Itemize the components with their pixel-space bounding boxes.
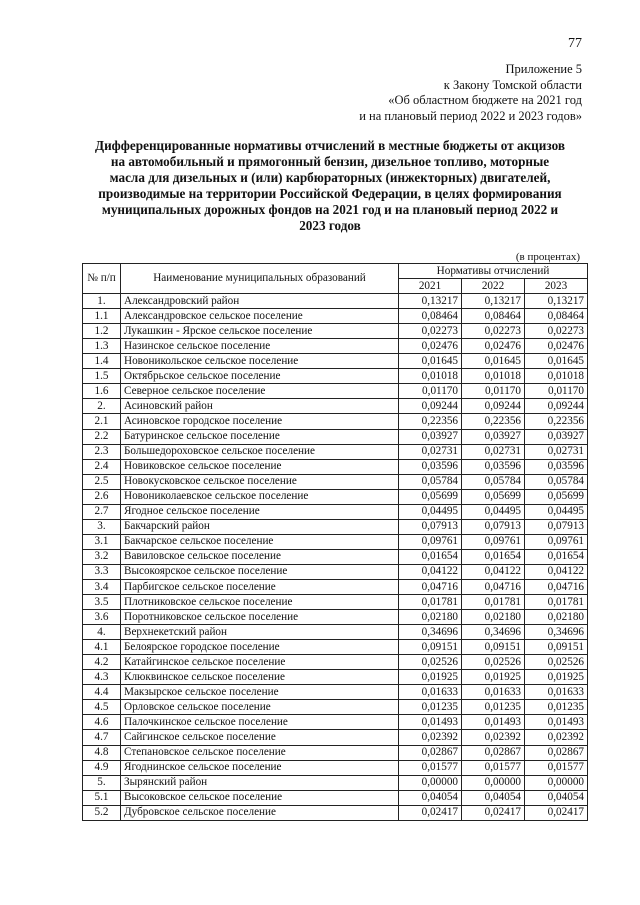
row-number: 1.4 <box>83 354 121 369</box>
value-2022: 0,02476 <box>462 339 525 354</box>
row-number: 3.6 <box>83 610 121 625</box>
value-2023: 0,01925 <box>525 670 588 685</box>
table-row <box>83 369 588 384</box>
value-2021: 0,02417 <box>399 805 462 820</box>
value-2022: 0,34696 <box>462 625 525 640</box>
value-2023: 0,01493 <box>525 715 588 730</box>
table-row <box>83 429 588 444</box>
municipality-name: Северное сельское поселение <box>121 384 399 399</box>
municipality-name: Ягодное сельское поселение <box>121 504 399 519</box>
value-2022: 0,01925 <box>462 670 525 685</box>
table-row <box>83 444 588 459</box>
municipality-name: Дубровское сельское поселение <box>121 805 399 820</box>
value-2023: 0,09244 <box>525 399 588 414</box>
row-number: 3.2 <box>83 549 121 564</box>
value-2023: 0,13217 <box>525 294 588 309</box>
value-2022: 0,13217 <box>462 294 525 309</box>
municipality-name: Белоярское городское поселение <box>121 640 399 655</box>
value-2021: 0,00000 <box>399 775 462 790</box>
value-2021: 0,08464 <box>399 309 462 324</box>
value-2022: 0,00000 <box>462 775 525 790</box>
municipality-name: Высокоярское сельское поселение <box>121 564 399 579</box>
value-2021: 0,04054 <box>399 790 462 805</box>
value-2021: 0,01781 <box>399 595 462 610</box>
municipality-name: Большедороховское сельское поселение <box>121 444 399 459</box>
municipality-name: Батуринское сельское поселение <box>121 429 399 444</box>
value-2023: 0,05784 <box>525 474 588 489</box>
table-row <box>83 670 588 685</box>
appendix-line: Приложение 5 <box>505 62 582 76</box>
value-2022: 0,22356 <box>462 414 525 429</box>
title-line: 2023 годов <box>299 218 361 233</box>
value-2021: 0,05784 <box>399 474 462 489</box>
value-2021: 0,02731 <box>399 444 462 459</box>
municipality-name: Новокусковское сельское поселение <box>121 474 399 489</box>
municipality-name: Катайгинское сельское поселение <box>121 655 399 670</box>
value-2023: 0,00000 <box>525 775 588 790</box>
table-row <box>83 805 588 820</box>
municipality-name: Бакчарский район <box>121 519 399 534</box>
value-2021: 0,02867 <box>399 745 462 760</box>
table-row <box>83 579 588 594</box>
table-row <box>83 354 588 369</box>
title-line: на автомобильный и прямогонный бензин, дизельное топливо, моторные <box>110 154 550 169</box>
row-number: 2. <box>83 399 121 414</box>
value-2021: 0,01170 <box>399 384 462 399</box>
header-num: № п/п <box>83 264 121 294</box>
row-number: 5.1 <box>83 790 121 805</box>
municipality-name: Клюквинское сельское поселение <box>121 670 399 685</box>
row-number: 4.1 <box>83 640 121 655</box>
value-2023: 0,02867 <box>525 745 588 760</box>
value-2022: 0,04716 <box>462 579 525 594</box>
value-2022: 0,02273 <box>462 324 525 339</box>
value-2022: 0,05699 <box>462 489 525 504</box>
table-row <box>83 504 588 519</box>
row-number: 3.5 <box>83 595 121 610</box>
value-2021: 0,03596 <box>399 459 462 474</box>
title-line: муниципальных дорожных фондов на 2021 год и на плановый период 2022 и <box>101 202 559 217</box>
value-2021: 0,01925 <box>399 670 462 685</box>
value-2021: 0,02476 <box>399 339 462 354</box>
municipality-name: Октябрьское сельское поселение <box>121 369 399 384</box>
row-number: 4.7 <box>83 730 121 745</box>
municipality-name: Сайгинское сельское поселение <box>121 730 399 745</box>
value-2021: 0,09151 <box>399 640 462 655</box>
value-2023: 0,04054 <box>525 790 588 805</box>
value-2022: 0,05784 <box>462 474 525 489</box>
title-line: масла для дизельных и (или) карбюраторных (инжекторных) двигателей, <box>109 170 551 185</box>
value-2022: 0,02180 <box>462 610 525 625</box>
value-2022: 0,01633 <box>462 685 525 700</box>
value-2023: 0,01018 <box>525 369 588 384</box>
page-number: 77 <box>568 36 582 51</box>
row-number: 2.5 <box>83 474 121 489</box>
value-2023: 0,01577 <box>525 760 588 775</box>
header-name: Наименование муниципальных образований <box>121 264 399 294</box>
value-2023: 0,02273 <box>525 324 588 339</box>
value-2022: 0,02731 <box>462 444 525 459</box>
table-row <box>83 294 588 309</box>
table-row <box>83 595 588 610</box>
municipality-name: Верхнекетский район <box>121 625 399 640</box>
row-number: 3.4 <box>83 579 121 594</box>
value-2023: 0,01645 <box>525 354 588 369</box>
table-row <box>83 309 588 324</box>
table-row <box>83 790 588 805</box>
value-2023: 0,01654 <box>525 549 588 564</box>
value-2023: 0,07913 <box>525 519 588 534</box>
municipality-name: Новиковское сельское поселение <box>121 459 399 474</box>
row-number: 2.4 <box>83 459 121 474</box>
value-2021: 0,01018 <box>399 369 462 384</box>
value-2023: 0,01633 <box>525 685 588 700</box>
row-number: 5. <box>83 775 121 790</box>
table-row <box>83 474 588 489</box>
header-group: Нормативы отчислений <box>399 264 588 279</box>
value-2023: 0,02476 <box>525 339 588 354</box>
value-2022: 0,07913 <box>462 519 525 534</box>
value-2022: 0,01018 <box>462 369 525 384</box>
value-2023: 0,04122 <box>525 564 588 579</box>
municipality-name: Зырянский район <box>121 775 399 790</box>
row-number: 1.5 <box>83 369 121 384</box>
value-2022: 0,01493 <box>462 715 525 730</box>
table-row <box>83 459 588 474</box>
table-row <box>83 324 588 339</box>
value-2021: 0,01577 <box>399 760 462 775</box>
table-row <box>83 339 588 354</box>
appendix-line: к Закону Томской области <box>443 77 582 92</box>
table-row <box>83 414 588 429</box>
value-2021: 0,05699 <box>399 489 462 504</box>
table-row <box>83 775 588 790</box>
table-row <box>83 625 588 640</box>
municipality-name: Парбигское сельское поселение <box>121 579 399 594</box>
municipality-name: Асиновское городское поселение <box>121 414 399 429</box>
value-2023: 0,22356 <box>525 414 588 429</box>
row-number: 4.5 <box>83 700 121 715</box>
table-row <box>83 489 588 504</box>
value-2023: 0,01781 <box>525 595 588 610</box>
table-row <box>83 715 588 730</box>
value-2021: 0,03927 <box>399 429 462 444</box>
value-2022: 0,01781 <box>462 595 525 610</box>
value-2021: 0,04495 <box>399 504 462 519</box>
value-2021: 0,04122 <box>399 564 462 579</box>
value-2023: 0,09761 <box>525 534 588 549</box>
value-2022: 0,04495 <box>462 504 525 519</box>
municipality-name: Александровское сельское поселение <box>121 309 399 324</box>
value-2022: 0,09151 <box>462 640 525 655</box>
row-number: 4.3 <box>83 670 121 685</box>
value-2023: 0,04716 <box>525 579 588 594</box>
value-2023: 0,09151 <box>525 640 588 655</box>
municipality-name: Степановское сельское поселение <box>121 745 399 760</box>
header-year-2023: 2023 <box>525 279 588 294</box>
table-body <box>83 294 588 821</box>
value-2022: 0,02417 <box>462 805 525 820</box>
units-note: (в процентах) <box>515 251 580 263</box>
row-number: 4.9 <box>83 760 121 775</box>
value-2022: 0,01235 <box>462 700 525 715</box>
document-title <box>70 138 590 234</box>
municipality-name: Назинское сельское поселение <box>121 339 399 354</box>
value-2023: 0,03927 <box>525 429 588 444</box>
value-2021: 0,02273 <box>399 324 462 339</box>
value-2022: 0,09761 <box>462 534 525 549</box>
value-2021: 0,02526 <box>399 655 462 670</box>
value-2022: 0,03927 <box>462 429 525 444</box>
value-2021: 0,22356 <box>399 414 462 429</box>
value-2022: 0,01654 <box>462 549 525 564</box>
row-number: 1.6 <box>83 384 121 399</box>
value-2021: 0,01633 <box>399 685 462 700</box>
row-number: 2.2 <box>83 429 121 444</box>
value-2021: 0,07913 <box>399 519 462 534</box>
value-2022: 0,02867 <box>462 745 525 760</box>
table-row <box>83 745 588 760</box>
value-2021: 0,34696 <box>399 625 462 640</box>
value-2021: 0,09244 <box>399 399 462 414</box>
value-2023: 0,01170 <box>525 384 588 399</box>
value-2023: 0,01235 <box>525 700 588 715</box>
table-row <box>83 730 588 745</box>
municipality-name: Лукашкин - Ярское сельское поселение <box>121 324 399 339</box>
municipality-name: Орловское сельское поселение <box>121 700 399 715</box>
table-row <box>83 610 588 625</box>
norms-table <box>82 263 588 821</box>
municipality-name: Асиновский район <box>121 399 399 414</box>
row-number: 2.7 <box>83 504 121 519</box>
value-2022: 0,01170 <box>462 384 525 399</box>
appendix-header <box>359 62 582 124</box>
header-year-2021: 2021 <box>399 279 462 294</box>
value-2023: 0,02526 <box>525 655 588 670</box>
value-2022: 0,03596 <box>462 459 525 474</box>
value-2021: 0,01654 <box>399 549 462 564</box>
value-2021: 0,13217 <box>399 294 462 309</box>
municipality-name: Александровский район <box>121 294 399 309</box>
value-2021: 0,01645 <box>399 354 462 369</box>
value-2023: 0,02392 <box>525 730 588 745</box>
table-row <box>83 519 588 534</box>
row-number: 1.2 <box>83 324 121 339</box>
municipality-name: Палочкинское сельское поселение <box>121 715 399 730</box>
row-number: 1.1 <box>83 309 121 324</box>
municipality-name: Ягоднинское сельское поселение <box>121 760 399 775</box>
value-2023: 0,04495 <box>525 504 588 519</box>
value-2022: 0,09244 <box>462 399 525 414</box>
value-2022: 0,02392 <box>462 730 525 745</box>
row-number: 2.6 <box>83 489 121 504</box>
row-number: 3.3 <box>83 564 121 579</box>
value-2022: 0,02526 <box>462 655 525 670</box>
value-2023: 0,08464 <box>525 309 588 324</box>
value-2023: 0,34696 <box>525 625 588 640</box>
row-number: 4.4 <box>83 685 121 700</box>
table-row <box>83 700 588 715</box>
value-2021: 0,02180 <box>399 610 462 625</box>
value-2023: 0,02417 <box>525 805 588 820</box>
row-number: 1.3 <box>83 339 121 354</box>
row-number: 4.2 <box>83 655 121 670</box>
title-line: Дифференцированные нормативы отчислений в местные бюджеты от акцизов <box>95 138 565 153</box>
municipality-name: Бакчарское сельское поселение <box>121 534 399 549</box>
title-line: производимые на территории Российской Федерации, в целях формирования <box>98 186 562 201</box>
value-2023: 0,02180 <box>525 610 588 625</box>
municipality-name: Новониколаевское сельское поселение <box>121 489 399 504</box>
row-number: 4.6 <box>83 715 121 730</box>
municipality-name: Плотниковское сельское поселение <box>121 595 399 610</box>
municipality-name: Макзырское сельское поселение <box>121 685 399 700</box>
row-number: 4. <box>83 625 121 640</box>
table-row <box>83 640 588 655</box>
value-2022: 0,08464 <box>462 309 525 324</box>
header-year-2022: 2022 <box>462 279 525 294</box>
row-number: 3.1 <box>83 534 121 549</box>
appendix-line: «Об областном бюджете на 2021 год <box>388 93 582 107</box>
row-number: 5.2 <box>83 805 121 820</box>
value-2023: 0,02731 <box>525 444 588 459</box>
table-row <box>83 760 588 775</box>
value-2022: 0,04054 <box>462 790 525 805</box>
row-number: 2.1 <box>83 414 121 429</box>
value-2023: 0,05699 <box>525 489 588 504</box>
value-2023: 0,03596 <box>525 459 588 474</box>
value-2021: 0,02392 <box>399 730 462 745</box>
appendix-line: и на плановый период 2022 и 2023 годов» <box>359 108 582 123</box>
value-2021: 0,01235 <box>399 700 462 715</box>
value-2022: 0,01645 <box>462 354 525 369</box>
table-row <box>83 399 588 414</box>
table-row <box>83 685 588 700</box>
municipality-name: Поротниковское сельское поселение <box>121 610 399 625</box>
table-row <box>83 655 588 670</box>
municipality-name: Высоковское сельское поселение <box>121 790 399 805</box>
value-2022: 0,01577 <box>462 760 525 775</box>
municipality-name: Вавиловское сельское поселение <box>121 549 399 564</box>
municipality-name: Новоникольское сельское поселение <box>121 354 399 369</box>
row-number: 2.3 <box>83 444 121 459</box>
table-row <box>83 384 588 399</box>
table-row <box>83 549 588 564</box>
row-number: 3. <box>83 519 121 534</box>
value-2022: 0,04122 <box>462 564 525 579</box>
table-row <box>83 534 588 549</box>
value-2021: 0,04716 <box>399 579 462 594</box>
table-row <box>83 564 588 579</box>
value-2021: 0,09761 <box>399 534 462 549</box>
row-number: 1. <box>83 294 121 309</box>
row-number: 4.8 <box>83 745 121 760</box>
value-2021: 0,01493 <box>399 715 462 730</box>
